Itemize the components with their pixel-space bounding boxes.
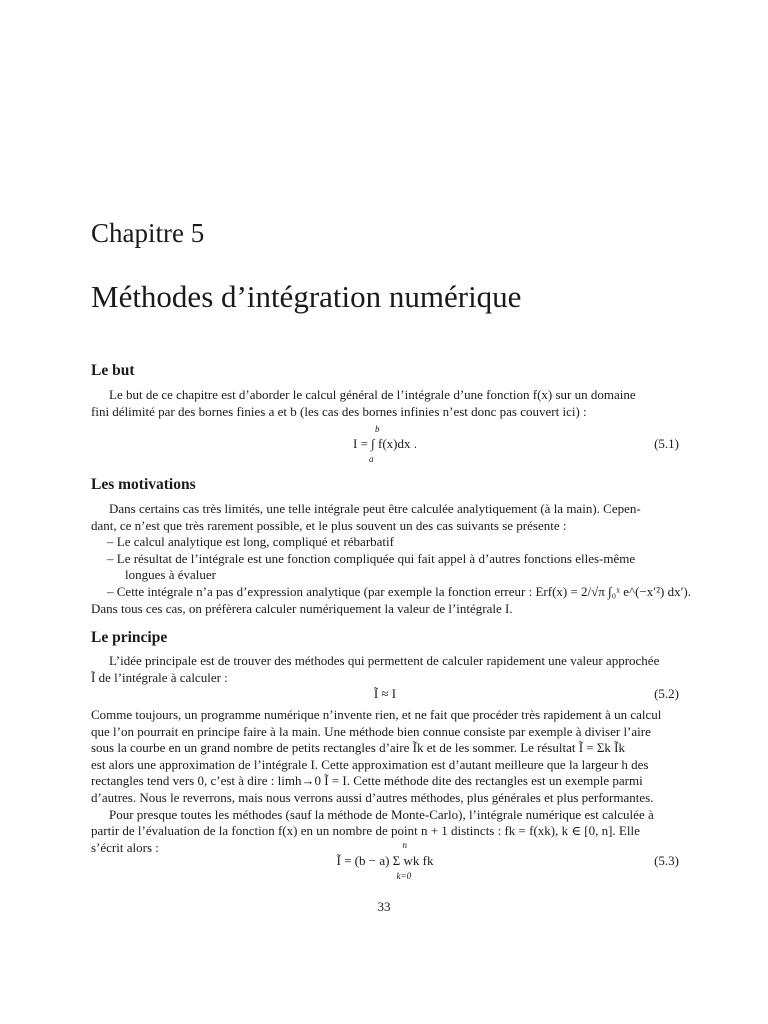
integral-lower-bound: a (369, 454, 374, 464)
text-line: d’autres. Nous le reverrons, mais nous verrons aussi d’autres méthodes, plus générales et plus performantes. (91, 789, 654, 805)
text-line: Le but de ce chapitre est d’aborder le calcul général de l’intégrale d’une fonction f(x) sur un domaine (109, 387, 636, 402)
equation-body (91, 424, 679, 464)
list-item: – Le résultat de l’intégrale est une fonction compliquée qui fait appel à d’autres fonctions elles-même (107, 550, 636, 566)
equation-number: (5.1) (654, 436, 679, 451)
chapter-title: Méthodes d’intégration numérique (91, 279, 522, 314)
text-line: que l’on pourrait en principe faire à la main. Une méthode bien connue consiste par exemple à diviser l’aire (91, 723, 651, 739)
text-line: dant, ce n’est que très rarement possible, et le plus souvent un des cas suivants se présente : (91, 517, 567, 533)
text-line: Comme toujours, un programme numérique n’invente rien, et ne fait que procéder très rapidement à un calcul (91, 707, 662, 722)
equation-5-1 (91, 424, 679, 464)
text-line: L’idée principale est de trouver des méthodes qui permettent de calculer rapidement une valeur approchée (109, 653, 660, 668)
equation-5-2 (91, 686, 679, 706)
text-line: fini délimité par des bornes finies a et b (les cas des bornes infinies n’est donc pas couvert ici) : (91, 403, 587, 419)
paragraph-le-principe-1 (91, 653, 679, 686)
sum-lower-bound: k=0 (396, 871, 412, 881)
equation-body: Ĩ ≈ I (373, 686, 397, 701)
section-title-le-principe: Le principe (91, 629, 168, 646)
equation-text: I = ∫ f(x)dx . (353, 436, 417, 451)
integral-upper-bound: b (375, 424, 380, 434)
section-title-le-but: Le but (91, 362, 135, 379)
equation-text: Ĩ = (b − a) Σ wk fk (336, 853, 434, 868)
list-item: – Cette intégrale n’a pas d’expression analytique (par exemple la fonction erreur : Erf(x) = 2/√π ∫₀ˣ e^(−x′²) dx′). (107, 583, 691, 599)
text-line: Pour presque toutes les méthodes (sauf la méthode de Monte-Carlo), l’intégrale numérique est calculée à (109, 806, 654, 822)
text-line: rectangles tend vers 0, c’est à dire : limh→0 Ĩ = I. Cette méthode dite des rectangles est un exemple parmi (91, 773, 643, 789)
text-line: est alors une approximation de l’intégrale I. Cette approximation est d’autant meilleure que la largeur h des (91, 756, 649, 772)
list-item-continuation: longues à évaluer (125, 567, 216, 583)
chapter-label: Chapitre 5 (91, 218, 205, 248)
page-number: 33 (377, 899, 391, 914)
text-line: Ĩ de l’intégrale à calculer : (91, 669, 228, 685)
list-item: – Le calcul analytique est long, compliqué et rébarbatif (107, 534, 394, 550)
section-title-les-motivations: Les motivations (91, 476, 196, 493)
equation-number: (5.3) (654, 853, 679, 868)
text-line: s’écrit alors : (91, 839, 159, 855)
paragraph-les-motivations (91, 501, 691, 617)
sum-upper-bound: n (402, 840, 408, 850)
text-line: sous la courbe en un grand nombre de petits rectangles d’aire Ĩk et de les sommer. Le résultat Ĩ = Σk Ĩk (91, 740, 626, 756)
text-line: Dans tous ces cas, on préfèrera calculer numériquement la valeur de l’intégrale I. (91, 600, 513, 616)
paragraph-le-but (91, 387, 679, 420)
text-line: Dans certains cas très limités, une telle intégrale peut être calculée analytiquement (à la main). Cepen- (109, 501, 641, 516)
equation-number: (5.2) (654, 686, 679, 701)
text-line: partir de l’évaluation de la fonction f(x) en un nombre de point n + 1 distincts : fk = f(xk), k ∈ [0, n]. Elle (91, 823, 640, 839)
paragraph-le-principe-2 (91, 707, 679, 856)
